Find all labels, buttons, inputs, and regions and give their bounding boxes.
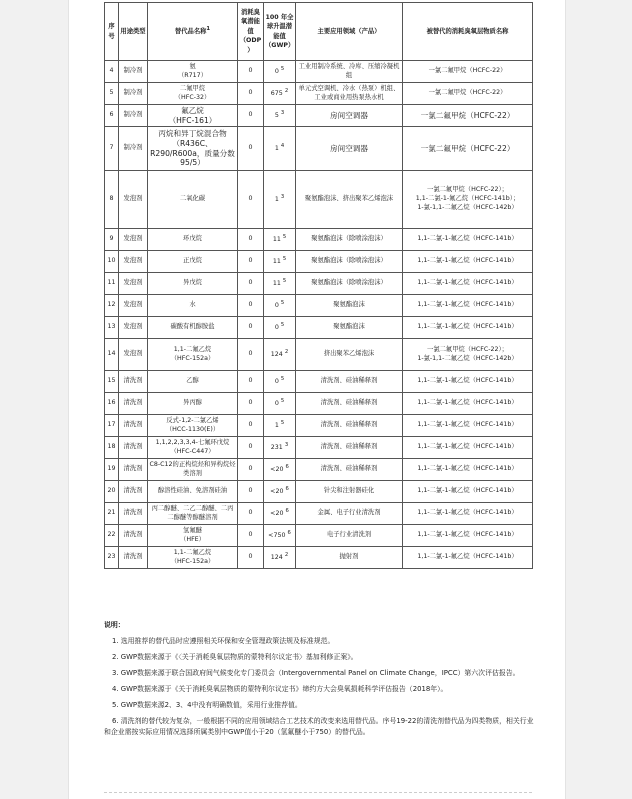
cell-use: 发泡剂 (119, 295, 148, 317)
gwp-source-ref: 2 (284, 349, 289, 356)
cell-gwp (264, 317, 296, 339)
cell-replaced: 1,1-二氯-1-氟乙烷（HCFC-141b） (403, 229, 533, 251)
page-divider (104, 792, 532, 793)
gwp-source-ref: 4 (280, 143, 285, 150)
cell-replaced: 1,1-二氯-1-氟乙烷（HCFC-141b） (403, 459, 533, 481)
cell-odp: 0 (238, 105, 264, 127)
cell-name: 乙醇 (148, 371, 238, 393)
cell-application: 聚氨酯泡沫（除喷涂泡沫） (296, 229, 403, 251)
gwp-source-ref: 5 (280, 66, 285, 73)
cell-name: 1,1-二氟乙烷 （HFC-152a） (148, 339, 238, 371)
gwp-value: 231 (270, 444, 283, 452)
table-row (105, 459, 533, 481)
gwp-source-ref: 6 (285, 486, 289, 493)
cell-application: 电子行业清洗剂 (296, 525, 403, 547)
table-row (105, 339, 533, 371)
note-item: 2. GWP数据来源于《〈关于消耗臭氧层物质的蒙特利尔议定书〉基加利修正案》。 (112, 653, 358, 662)
cell-application: 房间空调器 (296, 127, 403, 171)
table-row (105, 503, 533, 525)
notes-title: 说明： (104, 621, 125, 629)
cell-odp: 0 (238, 295, 264, 317)
cell-use: 清洗剂 (119, 525, 148, 547)
cell-odp: 0 (238, 525, 264, 547)
cell-odp: 0 (238, 437, 264, 459)
table-header-row (105, 3, 533, 61)
cell-name: 1,1,2,2,3,3,4-七氟环戊烷 （HFC-C447） (148, 437, 238, 459)
cell-application: 房间空调器 (296, 105, 403, 127)
cell-application: 针尖和注射器硅化 (296, 481, 403, 503)
cell-name: 碳酸有机醇胺盐 (148, 317, 238, 339)
cell-use: 清洗剂 (119, 371, 148, 393)
cell-no: 5 (105, 83, 119, 105)
cell-replaced: 1,1-二氯-1-氟乙烷（HCFC-141b） (403, 295, 533, 317)
cell-no: 16 (105, 393, 119, 415)
cell-use: 制冷剂 (119, 83, 148, 105)
cell-application: 挤出聚苯乙烯泡沫 (296, 339, 403, 371)
cell-gwp (264, 339, 296, 371)
cell-application: 单元式空调机、冷水（热泵）机组、工业或商业用热泵热水机 (296, 83, 403, 105)
table-row (105, 317, 533, 339)
cell-no: 20 (105, 481, 119, 503)
gwp-value: 11 (272, 236, 281, 244)
cell-no: 21 (105, 503, 119, 525)
cell-odp: 0 (238, 415, 264, 437)
gwp-value: <750 (268, 532, 286, 540)
cell-gwp (264, 393, 296, 415)
cell-use: 清洗剂 (119, 547, 148, 569)
cell-gwp (264, 295, 296, 317)
gwp-source-ref: 6 (285, 464, 289, 471)
note-item: 4. GWP数据来源于《关于消耗臭氧层物质的蒙特利尔议定书》缔约方大会臭氧损耗科学评估报告（2018年）。 (112, 685, 448, 694)
gwp-source-ref: 3 (280, 110, 285, 117)
table-row (105, 415, 533, 437)
cell-application: 工业用制冷系统、冷库、压缩冷凝机组 (296, 61, 403, 83)
note-item: 6. 清洗剂的替代较为复杂，一般根据不同的应用领域结合工艺技术的改变来选用替代品。序号19-22的清洗剂替代品为四类物质，相关行业和企业需按实际应用情况选择所属类别中GWP值小于20（氢氟醚小于750）的替代品。 (104, 717, 534, 737)
cell-no: 6 (105, 105, 119, 127)
cell-use: 清洗剂 (119, 481, 148, 503)
table-row (105, 371, 533, 393)
cell-use: 发泡剂 (119, 171, 148, 229)
cell-odp: 0 (238, 229, 264, 251)
cell-odp: 0 (238, 503, 264, 525)
cell-name: 异丙醇 (148, 393, 238, 415)
cell-no: 15 (105, 371, 119, 393)
cell-odp: 0 (238, 371, 264, 393)
cell-no: 10 (105, 251, 119, 273)
gwp-value: <20 (270, 466, 284, 474)
cell-gwp (264, 371, 296, 393)
cell-no: 8 (105, 171, 119, 229)
notes-list (104, 636, 534, 738)
cell-gwp (264, 171, 296, 229)
cell-replaced: 一氯二氟甲烷（HCFC-22）； 1-氯-1,1-二氟乙烷（HCFC-142b） (403, 339, 533, 371)
cell-name: 反式-1,2-二氯乙烯 （HCC-1130(E)） (148, 415, 238, 437)
gwp-source-ref: 5 (280, 300, 285, 307)
cell-no: 13 (105, 317, 119, 339)
cell-gwp (264, 503, 296, 525)
cell-no: 7 (105, 127, 119, 171)
cell-use: 发泡剂 (119, 273, 148, 295)
cell-no: 19 (105, 459, 119, 481)
gwp-value: 1 (274, 422, 279, 430)
gwp-source-ref: 5 (282, 256, 287, 263)
gwp-source-ref: 3 (280, 194, 285, 201)
cell-name: 氢氟醚 （HFE） (148, 525, 238, 547)
cell-gwp (264, 437, 296, 459)
cell-replaced: 一氯二氟甲烷（HCFC-22） (403, 61, 533, 83)
header-no: 序号 (105, 3, 119, 61)
cell-no: 4 (105, 61, 119, 83)
cell-odp: 0 (238, 547, 264, 569)
cell-odp: 0 (238, 393, 264, 415)
header-use: 用途类型 (119, 3, 148, 61)
cell-use: 清洗剂 (119, 393, 148, 415)
table-row (105, 83, 533, 105)
cell-replaced: 一氯二氟甲烷（HCFC-22） (403, 105, 533, 127)
gwp-value: 124 (270, 554, 283, 562)
note-item: 1. 选用推荐的替代品时应遵照相关环保和安全管理政策法规及标准规范。 (112, 637, 335, 646)
cell-application: 聚氨酯泡沫 (296, 295, 403, 317)
gwp-source-ref: 2 (284, 552, 289, 559)
cell-gwp (264, 459, 296, 481)
cell-odp: 0 (238, 481, 264, 503)
cell-no: 9 (105, 229, 119, 251)
gwp-source-ref: 5 (280, 322, 285, 329)
cell-application: 抛射剂 (296, 547, 403, 569)
cell-name: 醇溶性硅油、免溶剂硅油 (148, 481, 238, 503)
cell-name: 氨 （R717） (148, 61, 238, 83)
header-gwp: 100 年全球升温潜能值（GWP） (264, 3, 296, 61)
header-application: 主要应用领域（产品） (296, 3, 403, 61)
cell-replaced: 一氯二氟甲烷（HCFC-22） (403, 83, 533, 105)
gwp-value: 5 (274, 112, 279, 120)
gwp-source-ref: 5 (280, 420, 285, 427)
gwp-value: 0 (274, 302, 279, 310)
gwp-value: <20 (270, 510, 284, 518)
cell-replaced: 1,1-二氯-1-氟乙烷（HCFC-141b） (403, 273, 533, 295)
table-row (105, 481, 533, 503)
cell-gwp (264, 83, 296, 105)
gwp-source-ref: 3 (284, 442, 289, 449)
cell-application: 清洗剂、硅油稀释剂 (296, 415, 403, 437)
cell-gwp (264, 525, 296, 547)
cell-odp: 0 (238, 171, 264, 229)
cell-no: 22 (105, 525, 119, 547)
gwp-source-ref: 6 (287, 530, 291, 537)
gwp-value: 124 (270, 351, 283, 359)
notes-section (104, 620, 534, 743)
cell-odp: 0 (238, 83, 264, 105)
cell-odp: 0 (238, 61, 264, 83)
cell-use: 制冷剂 (119, 61, 148, 83)
gwp-value: 11 (272, 258, 281, 266)
cell-replaced: 1,1-二氯-1-氟乙烷（HCFC-141b） (403, 393, 533, 415)
table-row (105, 393, 533, 415)
gwp-source-ref: 6 (285, 508, 289, 515)
cell-gwp (264, 547, 296, 569)
cell-application: 清洗剂、硅油稀释剂 (296, 393, 403, 415)
cell-application: 聚氨酯泡沫（除喷涂泡沫） (296, 273, 403, 295)
cell-gwp (264, 127, 296, 171)
cell-replaced: 一氯二氟甲烷（HCFC-22） (403, 127, 533, 171)
table-row (105, 437, 533, 459)
header-odp: 消耗臭氧潜能值（ODP） (238, 3, 264, 61)
cell-no: 14 (105, 339, 119, 371)
cell-name: 1,1-二氟乙烷 （HFC-152a） (148, 547, 238, 569)
cell-no: 17 (105, 415, 119, 437)
note-item: 5. GWP数据来源2、3、4中没有明确数值，采用行业推荐值。 (112, 701, 302, 710)
cell-use: 清洗剂 (119, 415, 148, 437)
table-row (105, 525, 533, 547)
cell-use: 发泡剂 (119, 317, 148, 339)
cell-use: 清洗剂 (119, 459, 148, 481)
gwp-value: 1 (274, 145, 279, 153)
gwp-value: 1 (274, 196, 279, 204)
gwp-value: 675 (270, 90, 283, 98)
cell-application: 清洗剂、硅油稀释剂 (296, 437, 403, 459)
gwp-value: 0 (274, 68, 279, 76)
cell-no: 23 (105, 547, 119, 569)
table-row (105, 61, 533, 83)
table-row (105, 273, 533, 295)
gwp-source-ref: 5 (282, 278, 287, 285)
gwp-value: <20 (270, 488, 284, 496)
cell-odp: 0 (238, 273, 264, 295)
gwp-value: 0 (274, 400, 279, 408)
cell-gwp (264, 229, 296, 251)
cell-replaced: 一氯二氟甲烷（HCFC-22）； 1,1-二氯-1-氟乙烷（HCFC-141b）； 1-氯-1,1-二氟乙烷（HCFC-142b） (403, 171, 533, 229)
cell-use: 清洗剂 (119, 503, 148, 525)
table-row (105, 171, 533, 229)
cell-application: 清洗剂、硅油稀释剂 (296, 459, 403, 481)
cell-no: 18 (105, 437, 119, 459)
table-body (105, 61, 533, 569)
cell-odp: 0 (238, 251, 264, 273)
cell-replaced: 1,1-二氯-1-氟乙烷（HCFC-141b） (403, 547, 533, 569)
cell-use: 发泡剂 (119, 229, 148, 251)
table-row (105, 127, 533, 171)
cell-replaced: 1,1-二氯-1-氟乙烷（HCFC-141b） (403, 251, 533, 273)
note-item: 3. GWP数据来源于联合国政府间气候变化专门委员会（Intergovernmental Panel on Climate Change，IPCC）第六次评估报告。 (112, 669, 520, 678)
cell-gwp (264, 61, 296, 83)
gwp-source-ref: 2 (284, 88, 289, 95)
substitutes-table (104, 2, 533, 569)
cell-replaced: 1,1-二氯-1-氟乙烷（HCFC-141b） (403, 371, 533, 393)
cell-replaced: 1,1-二氯-1-氟乙烷（HCFC-141b） (403, 503, 533, 525)
cell-name: 丙二醇醚、二乙二醇醚、二丙二醇醚等醇醚溶剂 (148, 503, 238, 525)
cell-replaced: 1,1-二氯-1-氟乙烷（HCFC-141b） (403, 525, 533, 547)
cell-name: 水 (148, 295, 238, 317)
cell-use: 制冷剂 (119, 127, 148, 171)
gwp-value: 0 (274, 378, 279, 386)
cell-name: 二氟甲烷 （HFC-32） (148, 83, 238, 105)
cell-name: 丙烷和异丁烷混合物 （R436C、R290/R600a，质量分数95/5） (148, 127, 238, 171)
table-row (105, 295, 533, 317)
header-replaced: 被替代的消耗臭氧层物质名称 (403, 3, 533, 61)
cell-odp: 0 (238, 459, 264, 481)
cell-replaced: 1,1-二氯-1-氟乙烷（HCFC-141b） (403, 317, 533, 339)
cell-gwp (264, 273, 296, 295)
cell-replaced: 1,1-二氯-1-氟乙烷（HCFC-141b） (403, 415, 533, 437)
gwp-value: 11 (272, 280, 281, 288)
cell-name: 异戊烷 (148, 273, 238, 295)
cell-use: 发泡剂 (119, 339, 148, 371)
cell-use: 发泡剂 (119, 251, 148, 273)
cell-gwp (264, 251, 296, 273)
cell-odp: 0 (238, 317, 264, 339)
table-row (105, 547, 533, 569)
header-name: 替代品名称$^1$ (148, 3, 238, 61)
cell-application: 金属、电子行业清洗剂 (296, 503, 403, 525)
gwp-source-ref: 5 (280, 398, 285, 405)
table-row (105, 229, 533, 251)
table-row (105, 105, 533, 127)
cell-application: 聚氨酯泡沫、挤出聚苯乙烯泡沫 (296, 171, 403, 229)
cell-application: 清洗剂、硅油稀释剂 (296, 371, 403, 393)
cell-name: 氟乙烷 （HFC-161） (148, 105, 238, 127)
cell-name: 正戊烷 (148, 251, 238, 273)
document-page (68, 0, 566, 799)
cell-no: 11 (105, 273, 119, 295)
gwp-source-ref: 5 (282, 234, 287, 241)
cell-odp: 0 (238, 127, 264, 171)
cell-use: 制冷剂 (119, 105, 148, 127)
cell-name: 环戊烷 (148, 229, 238, 251)
table-row (105, 251, 533, 273)
cell-application: 聚氨酯泡沫（除喷涂泡沫） (296, 251, 403, 273)
cell-replaced: 1,1-二氯-1-氟乙烷（HCFC-141b） (403, 481, 533, 503)
cell-gwp (264, 105, 296, 127)
gwp-value: 0 (274, 324, 279, 332)
cell-gwp (264, 415, 296, 437)
cell-replaced: 1,1-二氯-1-氟乙烷（HCFC-141b） (403, 437, 533, 459)
cell-name: C8-C12的正构烷烃和异构烷烃类溶剂 (148, 459, 238, 481)
cell-odp: 0 (238, 339, 264, 371)
cell-name: 二氧化碳 (148, 171, 238, 229)
gwp-source-ref: 5 (280, 376, 285, 383)
cell-application: 聚氨酯泡沫 (296, 317, 403, 339)
cell-use: 清洗剂 (119, 437, 148, 459)
cell-no: 12 (105, 295, 119, 317)
cell-gwp (264, 481, 296, 503)
